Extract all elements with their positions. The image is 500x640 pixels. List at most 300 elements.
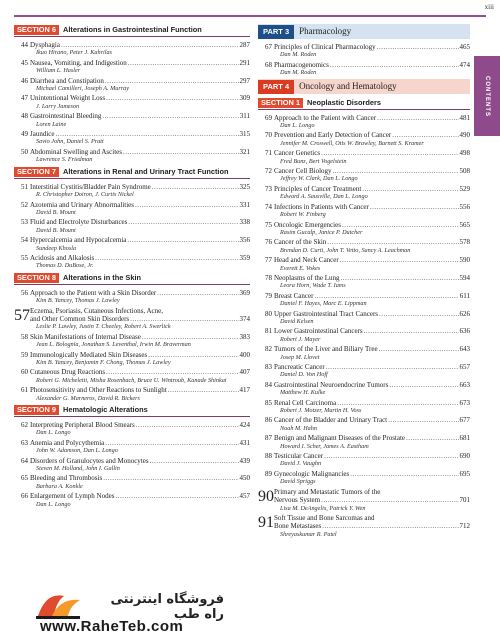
chapter-title-row <box>265 434 470 443</box>
dot-leader <box>406 434 458 442</box>
page-ref: 465 <box>459 43 470 51</box>
dot-leader <box>102 112 238 120</box>
chapter-number: 50 <box>21 147 28 156</box>
chapter-title-row <box>265 273 470 282</box>
toc-entry[interactable] <box>14 130 250 146</box>
chapter-title-row <box>21 421 250 430</box>
page-ref: 695 <box>459 469 470 478</box>
chapter-number: 51 <box>21 182 28 191</box>
page-ref: 369 <box>239 288 250 297</box>
chapter-number: 84 <box>265 380 272 389</box>
chapter-title-line: Primary and Metastatic Tumors of the <box>274 487 381 496</box>
page-ref: 681 <box>459 434 470 443</box>
dot-leader <box>106 94 238 102</box>
chapter-number: 81 <box>265 327 272 336</box>
toc-entry[interactable] <box>14 289 250 305</box>
chapter-number: 48 <box>21 112 28 121</box>
chapter-title: Gastrointestinal Neuroendocrine Tumors <box>274 380 389 389</box>
dot-leader <box>106 368 238 376</box>
page-ref: 331 <box>239 200 250 209</box>
dot-leader <box>326 363 459 371</box>
toc-entry[interactable] <box>14 183 250 199</box>
chapter-title-row <box>265 184 470 193</box>
chapter-title-row <box>21 474 250 483</box>
toc-entry[interactable] <box>258 345 470 361</box>
chapter-number: 58 <box>21 332 28 341</box>
chapter-number: 60 <box>21 368 28 377</box>
toc-entry[interactable] <box>14 236 250 252</box>
section-tag: SECTION 7 <box>14 167 59 177</box>
chapter-title-row <box>21 438 250 447</box>
page-ref: 643 <box>459 345 470 354</box>
chapter-title: Hypercalcemia and Hypocalcemia <box>30 236 127 245</box>
page-ref: 611 <box>459 291 470 300</box>
chapter-authors: Dan L. Longo <box>36 500 71 508</box>
chapter-authors: Leslie P. Lawley, Justin T. Cheeley, Robert A. Swerlick <box>36 323 171 331</box>
chapter-number: 45 <box>21 58 28 67</box>
chapter-title-row <box>21 218 250 227</box>
toc-entry[interactable] <box>258 149 470 165</box>
part-3-header <box>258 24 470 39</box>
chapter-authors: Robert J. Motzer, Martin H. Voss <box>280 407 362 415</box>
chapter-authors: Daniel D. Von Hoff <box>280 371 328 379</box>
chapter-number: 62 <box>21 421 28 430</box>
chapter-number: 88 <box>265 452 272 461</box>
toc-entry[interactable] <box>258 327 470 343</box>
toc-entry[interactable] <box>14 94 250 110</box>
dot-leader <box>379 310 458 318</box>
chapter-title-row <box>265 113 470 122</box>
toc-entry[interactable] <box>258 203 470 219</box>
toc-entry[interactable] <box>14 41 250 57</box>
dot-leader <box>136 421 239 429</box>
chapter-number: 63 <box>21 438 28 447</box>
chapter-title-row <box>21 236 250 245</box>
chapter-number: 89 <box>265 469 272 478</box>
toc-entry[interactable] <box>258 131 470 147</box>
toc-entry[interactable] <box>258 185 470 201</box>
chapter-number: 54 <box>21 236 28 245</box>
page-ref: 594 <box>459 273 470 282</box>
chapter-title: Disorders of Granulocytes and Monocytes <box>30 456 149 465</box>
chapter-title: Skin Manifestations of Internal Disease <box>30 332 141 341</box>
dot-leader <box>130 315 238 323</box>
toc-entry[interactable] <box>258 221 470 237</box>
chapter-title: Bleeding and Thrombosis <box>30 474 103 483</box>
toc-entry[interactable] <box>14 218 250 234</box>
chapter-authors: R. Christopher Doiron, J. Curtis Nickel <box>36 191 134 199</box>
rahe-teb-logo-icon <box>34 588 84 622</box>
chapter-number: 72 <box>265 167 272 176</box>
page-ref: 374 <box>239 314 250 323</box>
page-ref: 508 <box>459 167 470 176</box>
toc-entry[interactable] <box>14 492 250 508</box>
chapter-authors: Josep M. Llovet <box>280 353 320 361</box>
dot-leader <box>56 130 239 138</box>
page-ref: 315 <box>239 130 250 139</box>
chapter-title: Approach to the Patient with a Skin Disorder <box>30 288 157 297</box>
chapter-authors: Lawrence S. Friedman <box>36 156 93 164</box>
dot-leader <box>342 221 459 229</box>
chapter-number: 79 <box>265 291 272 300</box>
chapter-title-row <box>265 469 470 478</box>
toc-entry[interactable] <box>14 351 250 367</box>
chapter-title: Renal Cell Carcinoma <box>274 398 337 407</box>
section-entries <box>14 421 250 508</box>
dot-leader <box>364 327 459 335</box>
dot-leader <box>321 496 458 504</box>
chapter-title: Upper Gastrointestinal Tract Cancers <box>274 309 379 318</box>
chapter-authors: David Kelsen <box>280 317 314 325</box>
chapter-title-row <box>30 315 250 323</box>
chapter-number: 69 <box>265 113 272 122</box>
chapter-number: 49 <box>21 130 28 139</box>
page-number: xiii <box>484 3 494 11</box>
chapter-authors: Jean L. Bolognia, Jonathan S. Leventhal, Irwin M. Braverman <box>36 341 191 349</box>
chapter-title: Abdominal Swelling and Ascites <box>30 147 122 156</box>
chapter-title-row <box>21 182 250 191</box>
part-4-header <box>258 79 470 94</box>
section-tag: SECTION 1 <box>258 98 303 108</box>
toc-entry[interactable] <box>258 43 470 59</box>
toc-entry[interactable] <box>14 112 250 128</box>
dot-leader <box>341 274 459 282</box>
chapter-title: Bone Metastases <box>274 522 322 531</box>
page-ref: 481 <box>459 113 470 122</box>
chapter-authors: Thomas D. DuBose, Jr. <box>36 262 94 270</box>
chapter-title-row <box>265 60 470 69</box>
chapter-title-row <box>265 149 470 158</box>
dot-leader <box>392 131 458 139</box>
chapter-authors: Savio John, Daniel S. Pratt <box>36 138 104 146</box>
chapter-authors: David B. Mount <box>36 226 76 234</box>
dot-leader <box>350 470 458 478</box>
chapter-number: 53 <box>21 218 28 227</box>
dot-leader <box>379 345 459 353</box>
chapter-title: Enlargement of Lymph Nodes <box>30 492 115 501</box>
chapter-title: Neoplasms of the Lung <box>274 273 340 282</box>
dot-leader <box>377 114 458 122</box>
chapter-title-row <box>21 94 250 103</box>
toc-entry[interactable] <box>14 77 250 93</box>
chapter-authors: David J. Vaughn <box>280 460 322 468</box>
toc-entry[interactable] <box>258 488 470 512</box>
chapter-title-row <box>274 522 470 530</box>
chapter-title-row <box>265 327 470 336</box>
page-ref: 701 <box>459 496 470 505</box>
chapter-number: 91 <box>258 513 274 531</box>
chapter-authors: Fred Bunz, Bert Vogelstein <box>280 157 347 165</box>
chapter-title: Nausea, Vomiting, and Indigestion <box>30 58 127 67</box>
dot-leader <box>128 218 238 226</box>
chapter-title: Infections in Patients with Cancer <box>274 202 369 211</box>
chapter-number: 57 <box>14 306 30 324</box>
dot-leader <box>128 59 239 67</box>
page-ref: 338 <box>239 218 250 227</box>
toc-entry[interactable] <box>258 238 470 254</box>
chapter-title: Azotemia and Urinary Abnormalities <box>30 200 134 209</box>
chapter-title: Head and Neck Cancer <box>274 256 339 265</box>
chapter-number: 56 <box>21 288 28 297</box>
chapter-authors: Leora Horn, Wade T. Iams <box>280 282 346 290</box>
chapter-number: 85 <box>265 398 272 407</box>
chapter-title-row <box>21 492 250 501</box>
chapter-authors: Sundeep Khosla <box>36 244 77 252</box>
chapter-number: 78 <box>265 273 272 282</box>
section-header <box>14 405 250 417</box>
toc-entry[interactable] <box>14 474 250 490</box>
chapter-authors: Steven M. Holland, John I. Gallin <box>36 465 120 473</box>
chapter-title-row <box>265 238 470 247</box>
dot-leader <box>333 167 459 175</box>
toc-entry[interactable] <box>14 439 250 455</box>
chapter-title: Acidosis and Alkalosis <box>30 253 95 262</box>
chapter-title: Cancer of the Skin <box>274 238 327 247</box>
page-ref: 626 <box>459 309 470 318</box>
chapter-number: 61 <box>21 386 28 395</box>
dot-leader <box>105 77 239 85</box>
toc-entry[interactable] <box>14 201 250 217</box>
dot-leader <box>322 522 458 530</box>
chapter-number: 80 <box>265 309 272 318</box>
chapter-authors: Kim B. Yancey, Thomas J. Lawley <box>36 297 120 305</box>
chapter-authors: Edward A. Sausville, Dan L. Longo <box>280 193 368 201</box>
chapter-number: 65 <box>21 474 28 483</box>
chapter-number: 86 <box>265 416 272 425</box>
toc-entry[interactable] <box>258 274 470 290</box>
chapter-title: Cutaneous Drug Reactions <box>30 368 106 377</box>
chapter-title: Jaundice <box>30 130 55 139</box>
chapter-title: Pancreatic Cancer <box>274 363 325 371</box>
chapter-title-row <box>265 167 470 176</box>
page-ref: 690 <box>459 452 470 461</box>
chapter-authors: Dan M. Roden <box>280 51 317 59</box>
page-ref: 657 <box>459 363 470 371</box>
right-column <box>258 22 470 540</box>
page-ref: 565 <box>459 220 470 229</box>
dot-leader <box>362 185 458 193</box>
toc-entry[interactable] <box>258 470 470 486</box>
chapter-authors: Lisa M. DeAngelis, Patrick Y. Wen <box>280 504 366 512</box>
chapter-authors: Dan L. Longo <box>36 429 71 437</box>
toc-entry[interactable] <box>258 381 470 397</box>
chapter-authors: Robert G. Micheletti, Misha Rosenbach, Bruce U. Wintroub, Kanade Shinkai <box>36 376 227 384</box>
chapter-title-line: Soft Tissue and Bone Sarcomas and <box>274 513 375 522</box>
page-ref: 431 <box>239 438 250 447</box>
toc-entry[interactable] <box>258 114 470 130</box>
chapter-title-row <box>265 220 470 229</box>
dot-leader <box>327 238 458 246</box>
page-ref: 636 <box>459 327 470 336</box>
chapter-authors: Michael Camilleri, Joseph A. Murray <box>36 85 130 93</box>
chapter-title-row <box>265 291 470 300</box>
dot-leader <box>377 43 459 51</box>
watermark-url[interactable]: www.RaheTeb.com <box>40 618 184 635</box>
chapter-number: 70 <box>265 131 272 140</box>
watermark-persian-text: فروشگاه اینترنتی راه طب <box>110 592 224 622</box>
part-3-entries <box>258 43 470 77</box>
chapter-number: 59 <box>21 350 28 359</box>
toc-entry[interactable] <box>14 59 250 75</box>
chapter-authors: Jennifer M. Croswell, Otis W. Brawley, Barnett S. Kramer <box>280 139 424 147</box>
chapter-title-row <box>265 363 470 371</box>
chapter-title: Dysphagia <box>30 41 60 49</box>
chapter-title: Gynecologic Malignancies <box>274 469 350 478</box>
section-tag: SECTION 8 <box>14 273 59 283</box>
chapter-title: Fluid and Electrolyte Disturbances <box>30 218 128 227</box>
chapter-title-row <box>21 76 250 85</box>
part-4-tag: PART 4 <box>258 80 294 94</box>
chapter-title-row <box>21 130 250 139</box>
chapter-title: Prevention and Early Detection of Cancer <box>274 131 392 140</box>
toc-entry[interactable] <box>258 452 470 468</box>
section-tag: SECTION 6 <box>14 25 59 35</box>
chapter-authors: Robert J. Mayer <box>280 335 321 343</box>
toc-entry[interactable] <box>14 148 250 164</box>
dot-leader <box>314 292 458 300</box>
dot-leader <box>337 399 458 407</box>
page-ref: 356 <box>239 236 250 245</box>
chapter-number: 87 <box>265 434 272 443</box>
dot-leader <box>105 439 238 447</box>
chapter-title-row <box>21 386 250 395</box>
toc-entry[interactable] <box>14 368 250 384</box>
contents-side-tab[interactable]: CONTENTS <box>474 56 500 136</box>
page-ref: 712 <box>459 522 470 531</box>
dot-leader <box>103 474 238 482</box>
toc-entry[interactable] <box>258 399 470 415</box>
chapter-authors: Loren Laine <box>36 120 67 128</box>
chapter-title-row <box>265 43 470 51</box>
page-ref: 359 <box>239 253 250 262</box>
toc-entry[interactable] <box>14 386 250 402</box>
chapter-title-row <box>265 380 470 389</box>
section-header <box>14 25 250 37</box>
dot-leader <box>340 256 459 264</box>
dot-leader <box>142 333 239 341</box>
toc-entry[interactable] <box>258 514 470 538</box>
chapter-title-row <box>21 147 250 156</box>
section-title: Alterations in Gastrointestinal Function <box>63 25 202 34</box>
top-rule <box>14 15 486 17</box>
toc-entry[interactable] <box>14 254 250 270</box>
chapter-title-row <box>265 452 470 461</box>
chapter-title-row <box>265 416 470 425</box>
toc-entry[interactable] <box>14 333 250 349</box>
toc-entry[interactable] <box>258 61 470 77</box>
page-ref: 439 <box>239 456 250 465</box>
chapter-title-row <box>265 345 470 354</box>
page-ref: 556 <box>459 202 470 211</box>
chapter-title: Principles of Cancer Treatment <box>274 184 362 193</box>
chapter-title-row <box>21 200 250 209</box>
chapter-authors: J. Larry Jameson <box>36 102 80 110</box>
page-ref: 578 <box>459 238 470 247</box>
chapter-title: Breast Cancer <box>274 291 314 300</box>
chapter-title: Cancer of the Bladder and Urinary Tract <box>274 416 388 425</box>
chapter-authors: William L. Hasler <box>36 67 81 75</box>
dot-leader <box>123 148 239 156</box>
page-ref: 490 <box>459 131 470 140</box>
toc-entry[interactable] <box>258 363 470 379</box>
toc-entry[interactable] <box>258 310 470 326</box>
chapter-title: Tumors of the Liver and Biliary Tree <box>274 345 378 354</box>
toc-entry[interactable] <box>14 307 250 331</box>
chapter-number: 44 <box>21 41 28 49</box>
chapter-authors: John W. Adamson, Dan L. Longo <box>36 447 118 455</box>
section-title: Alterations in Renal and Urinary Tract Function <box>63 166 229 176</box>
chapter-title-row <box>21 288 250 297</box>
page-ref: 663 <box>459 380 470 389</box>
chapter-title-row <box>21 112 250 121</box>
page-ref: 590 <box>459 256 470 265</box>
dot-leader <box>388 416 458 424</box>
page-ref: 677 <box>459 416 470 425</box>
toc-entry[interactable] <box>258 434 470 450</box>
section-title: Hematologic Alterations <box>63 405 148 415</box>
chapter-number: 55 <box>21 253 28 262</box>
page-ref: 287 <box>239 41 250 49</box>
chapter-title: Photosensitivity and Other Reactions to Sunlight <box>30 386 167 395</box>
toc-entry[interactable] <box>258 416 470 432</box>
chapter-authors: Everett E. Vokes <box>280 264 321 272</box>
toc-entry[interactable] <box>258 167 470 183</box>
page-ref: 297 <box>239 76 250 85</box>
section-header <box>14 167 250 179</box>
toc-entry[interactable] <box>258 292 470 308</box>
chapter-number: 68 <box>265 60 272 69</box>
page-ref: 321 <box>239 147 250 156</box>
dot-leader <box>115 492 238 500</box>
part-4-title: Oncology and Hematology <box>299 80 397 91</box>
chapter-title: Gastrointestinal Bleeding <box>30 112 102 121</box>
chapter-title: Oncologic Emergencies <box>274 220 341 229</box>
chapter-number: 66 <box>21 492 28 501</box>
page-ref: 529 <box>459 184 470 193</box>
dot-leader <box>324 452 458 460</box>
chapter-number: 64 <box>21 456 28 465</box>
chapter-title-row <box>21 350 250 359</box>
toc-entry[interactable] <box>14 421 250 437</box>
chapter-authors: Daniel F. Hayes, Marc E. Lippman <box>280 300 367 308</box>
section-entries <box>14 289 250 402</box>
chapter-number: 46 <box>21 76 28 85</box>
section-entries <box>14 41 250 164</box>
chapter-number: 47 <box>21 94 28 103</box>
chapter-title-row <box>265 398 470 407</box>
part-3-title: Pharmacology <box>299 26 352 36</box>
chapter-authors: Shreyaskumar R. Patel <box>280 530 337 538</box>
watermark <box>34 588 224 636</box>
toc-entry[interactable] <box>14 457 250 473</box>
dot-leader <box>168 386 239 394</box>
section-header <box>14 273 250 285</box>
dot-leader <box>370 203 459 211</box>
chapter-title: Principles of Clinical Pharmacology <box>274 43 376 51</box>
page-ref: 407 <box>239 368 250 377</box>
chapter-title: Benign and Malignant Diseases of the Prostate <box>274 434 406 443</box>
page-ref: 400 <box>239 350 250 359</box>
chapter-title-row <box>21 368 250 377</box>
chapter-title: Nervous System <box>274 496 321 505</box>
chapter-title: Diarrhea and Constipation <box>30 76 104 85</box>
chapter-title-row <box>274 496 470 504</box>
page-ref: 383 <box>239 332 250 341</box>
chapter-number: 67 <box>265 43 272 51</box>
chapter-title: Anemia and Polycythemia <box>30 438 105 447</box>
toc-entry[interactable] <box>258 256 470 272</box>
chapter-title: Interstitial Cystitis/Bladder Pain Syndrome <box>30 182 151 191</box>
